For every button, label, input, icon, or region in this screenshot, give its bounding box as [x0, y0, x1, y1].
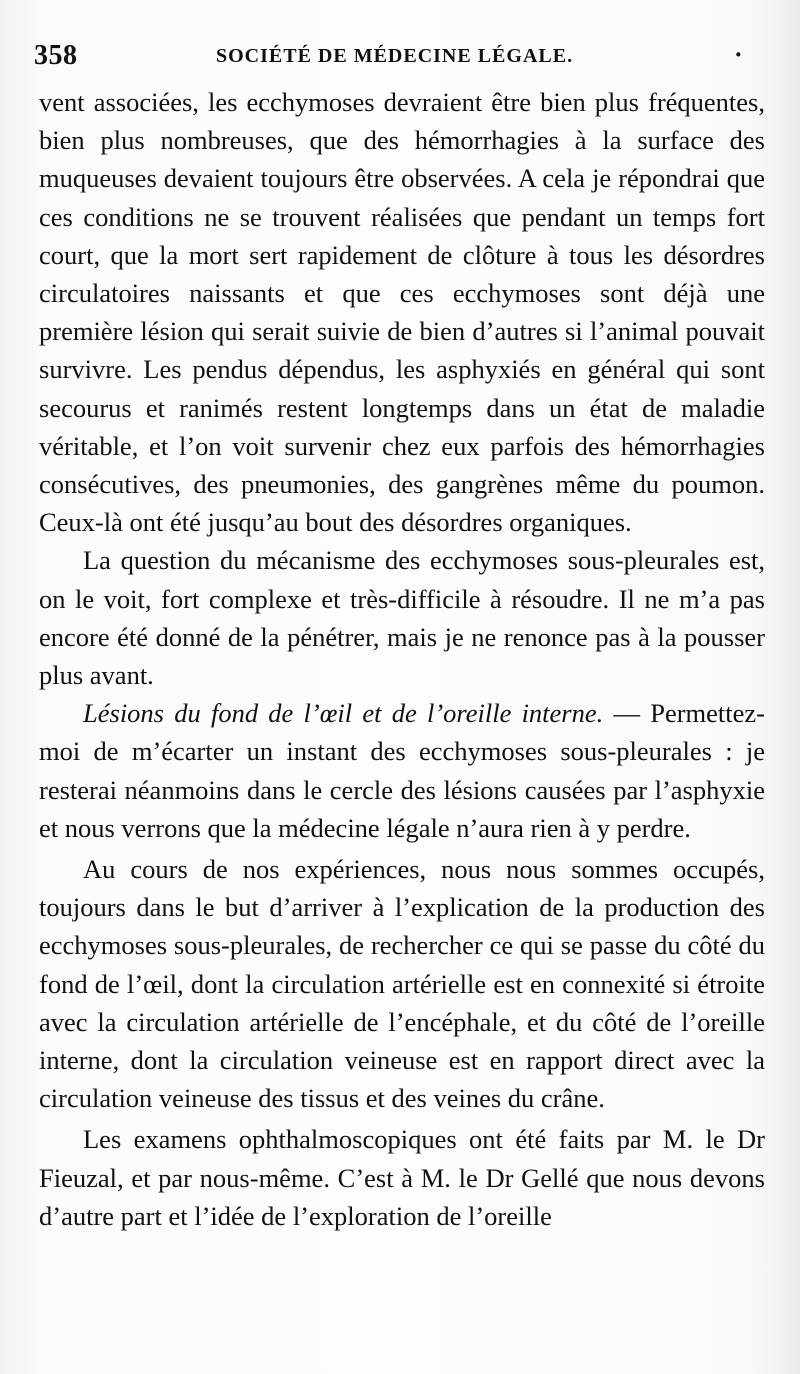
paragraph-lesions: [39, 694, 765, 847]
header-mark: ·: [734, 40, 743, 69]
running-title: SOCIÉTÉ DE MÉDECINE LÉGALE.: [216, 45, 574, 67]
page-header: [28, 36, 768, 76]
paragraph-lesions-text: — Permettez-moi de m’écarter un instant des ecchymoses sous-pleurales : je resterai néanmoins dans le cercle des lésions causées par l’asphyxie et nous verrons que la médecine légale n’aura rien à y perdre.: [39, 698, 766, 843]
page-number: 358: [34, 40, 78, 71]
body-text: [39, 83, 765, 1235]
paragraph-examinations: Les examens ophthalmoscopiques ont été faits par M. le Dr Fieuzal, et par nous-même. C’est à M. le Dr Gellé que nous devons d’autre part et l’idée de l’exploration de l’oreille: [39, 1124, 765, 1231]
paragraph-mechanism: La question du mécanisme des ecchymoses sous-pleurales est, on le voit, fort complexe et très-difficile à résoudre. Il ne m’a pas encore été donné de la pénétrer, mais je ne renonce pas à la pousser plus avant.: [39, 545, 765, 691]
paragraph-experiments: Au cours de nos expériences, nous nous sommes occupés, toujours dans le but d’arriver à l’explication de la production des ecchymoses sous-pleurales, de rechercher ce qui se passe du côté du fond de l’œil, dont la circulation artérielle est en connexité si étroite avec la circulation artérielle de l’encéphale, et du côté de l’oreille interne, dont la circulation veineuse est en rapport direct avec la circulation veineuse des tissus et des veines du crâne.: [39, 854, 765, 1114]
paragraph-continuation: vent associées, les ecchymoses devraient être bien plus fréquentes, bien plus nombreuses, que des hémorrhagies à la surface des muqueuses devaient toujours être observées. A cela je répondrai que ces conditions ne se trouvent réalisées que pendant un temps fort court, que la mort sert rapidement de clôture à tous les désordres circulatoires naissants et que ces ecchymoses sont déjà une première lésion qui serait suivie de bien d’autres si l’animal pouvait survivre. Les pendus dépendus, les asphyxiés en général qui sont secourus et ranimés restent longtemps dans un état de maladie véritable, et l’on voit survenir chez eux parfois des hémorrhagies consécutives, des pneumonies, des gangrènes même du poumon. Ceux-là ont été jusqu’au bout des désordres organiques.: [39, 87, 765, 538]
section-heading: Lésions du fond de l’œil et de l’oreille interne.: [83, 698, 604, 729]
